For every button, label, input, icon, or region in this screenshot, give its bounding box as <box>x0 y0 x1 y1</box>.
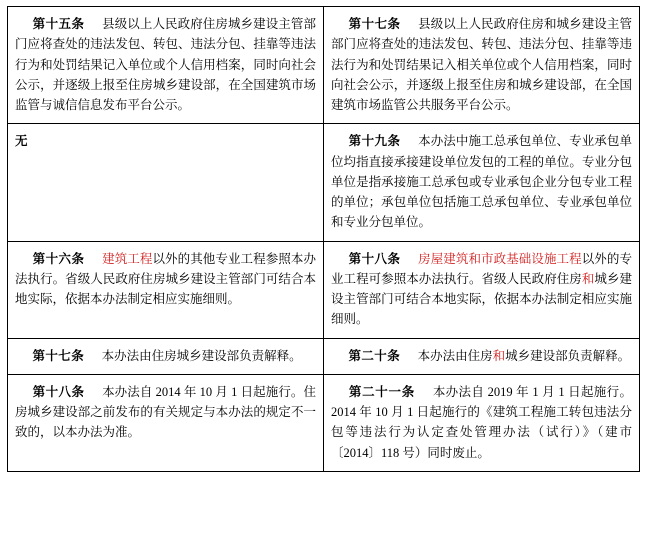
new-provision-cell <box>324 241 640 338</box>
provision-text: 以外的其他专业工程参照本办法执行。省级人民政府住房城乡建设主管部门可结合本地实际，依据本办法制定相应实施细则。 <box>15 251 316 306</box>
article-number: 第二十条 <box>348 348 401 363</box>
provision-text: 县级以上人民政府住房和城乡建设主管部门应将查处的违法发包、转包、违法分包、挂靠等违法行为和处罚结果记入相关单位或个人信用档案，同时向社会公示，并逐级上报至住房和城乡建设部，在全国建筑市场监管公共服务平台公示。 <box>331 17 632 112</box>
provision-text: 城乡建设主管部门可结合本地实际，依据本办法制定相应实施细则。 <box>331 271 632 327</box>
article-number: 第十六条 <box>32 251 85 266</box>
provision-paragraph <box>331 14 632 115</box>
provision-paragraph <box>331 382 632 463</box>
table-row <box>8 338 640 374</box>
provision-text: 本办法由住房 <box>417 348 493 363</box>
comparison-table <box>7 6 640 472</box>
old-provision-cell-none <box>8 124 324 241</box>
old-provision-cell <box>8 241 324 338</box>
table-row <box>8 7 640 124</box>
provision-text: 县级以上人民政府住房城乡建设主管部门应将查处的违法发包、转包、违法分包、挂靠等违法行为和处罚结果记入单位或个人信用档案，同时向社会公示，并逐级上报至住房城乡建设部，在全国建筑市场监管与诚信信息发布平台公示。 <box>15 17 316 112</box>
new-provision-cell <box>324 124 640 241</box>
table-body <box>8 7 640 472</box>
article-number: 第十九条 <box>348 134 401 149</box>
provision-paragraph <box>331 346 632 366</box>
article-number: 第十八条 <box>348 251 401 266</box>
table-row <box>8 124 640 241</box>
provision-paragraph <box>15 382 316 443</box>
provision-text: 本办法自 2019 年 1 月 1 日起施行。2014 年 10 月 1 日起施行的《建筑工程施工转包违法分包等违法行为认定查处管理办法（试行）》（建市〔2014〕118 号）同时废止。 <box>331 384 632 460</box>
new-provision-cell <box>324 7 640 124</box>
provision-text: 以外的专业工程可参照本办法执行。省级人民政府住房 <box>331 251 632 286</box>
provision-paragraph <box>331 249 632 330</box>
provision-text: 城乡建设部负责解释。 <box>505 348 631 363</box>
new-provision-cell <box>324 374 640 471</box>
provision-paragraph <box>331 131 632 232</box>
provision-paragraph <box>15 249 316 310</box>
article-number: 第十七条 <box>32 348 85 363</box>
provision-paragraph <box>15 14 316 115</box>
provision-text: 本办法中施工总承包单位、专业承包单位均指直接承接建设单位发包的工程的单位。专业分包单位是指承接施工总承包或专业承包企业分包专业工程的单位；承包单位包括施工总承包单位、专业承包单位和专业分包单位。 <box>331 134 632 230</box>
provision-text: 本办法自 2014 年 10 月 1 日起施行。住房城乡建设部之前发布的有关规定与本办法的规定不一致的，以本办法为准。 <box>15 384 316 440</box>
provision-text-highlight: 和 <box>492 348 506 363</box>
article-number: 第十八条 <box>32 384 85 399</box>
article-number: 第十七条 <box>348 17 401 31</box>
article-number: 第二十一条 <box>348 384 416 399</box>
article-number: 第十五条 <box>32 17 85 31</box>
provision-text-highlight: 和 <box>581 271 595 286</box>
provision-paragraph <box>15 346 316 366</box>
old-provision-cell <box>8 338 324 374</box>
table-row <box>8 374 640 471</box>
old-provision-cell <box>8 374 324 471</box>
provision-text-highlight: 建筑工程 <box>102 251 153 266</box>
provision-text-highlight: 房屋建筑和市政基础设施工程 <box>418 251 582 266</box>
provision-text: 本办法由住房城乡建设部负责解释。 <box>101 348 302 363</box>
new-provision-cell <box>324 338 640 374</box>
none-label: 无 <box>15 134 28 149</box>
table-row <box>8 241 640 338</box>
old-provision-cell <box>8 7 324 124</box>
